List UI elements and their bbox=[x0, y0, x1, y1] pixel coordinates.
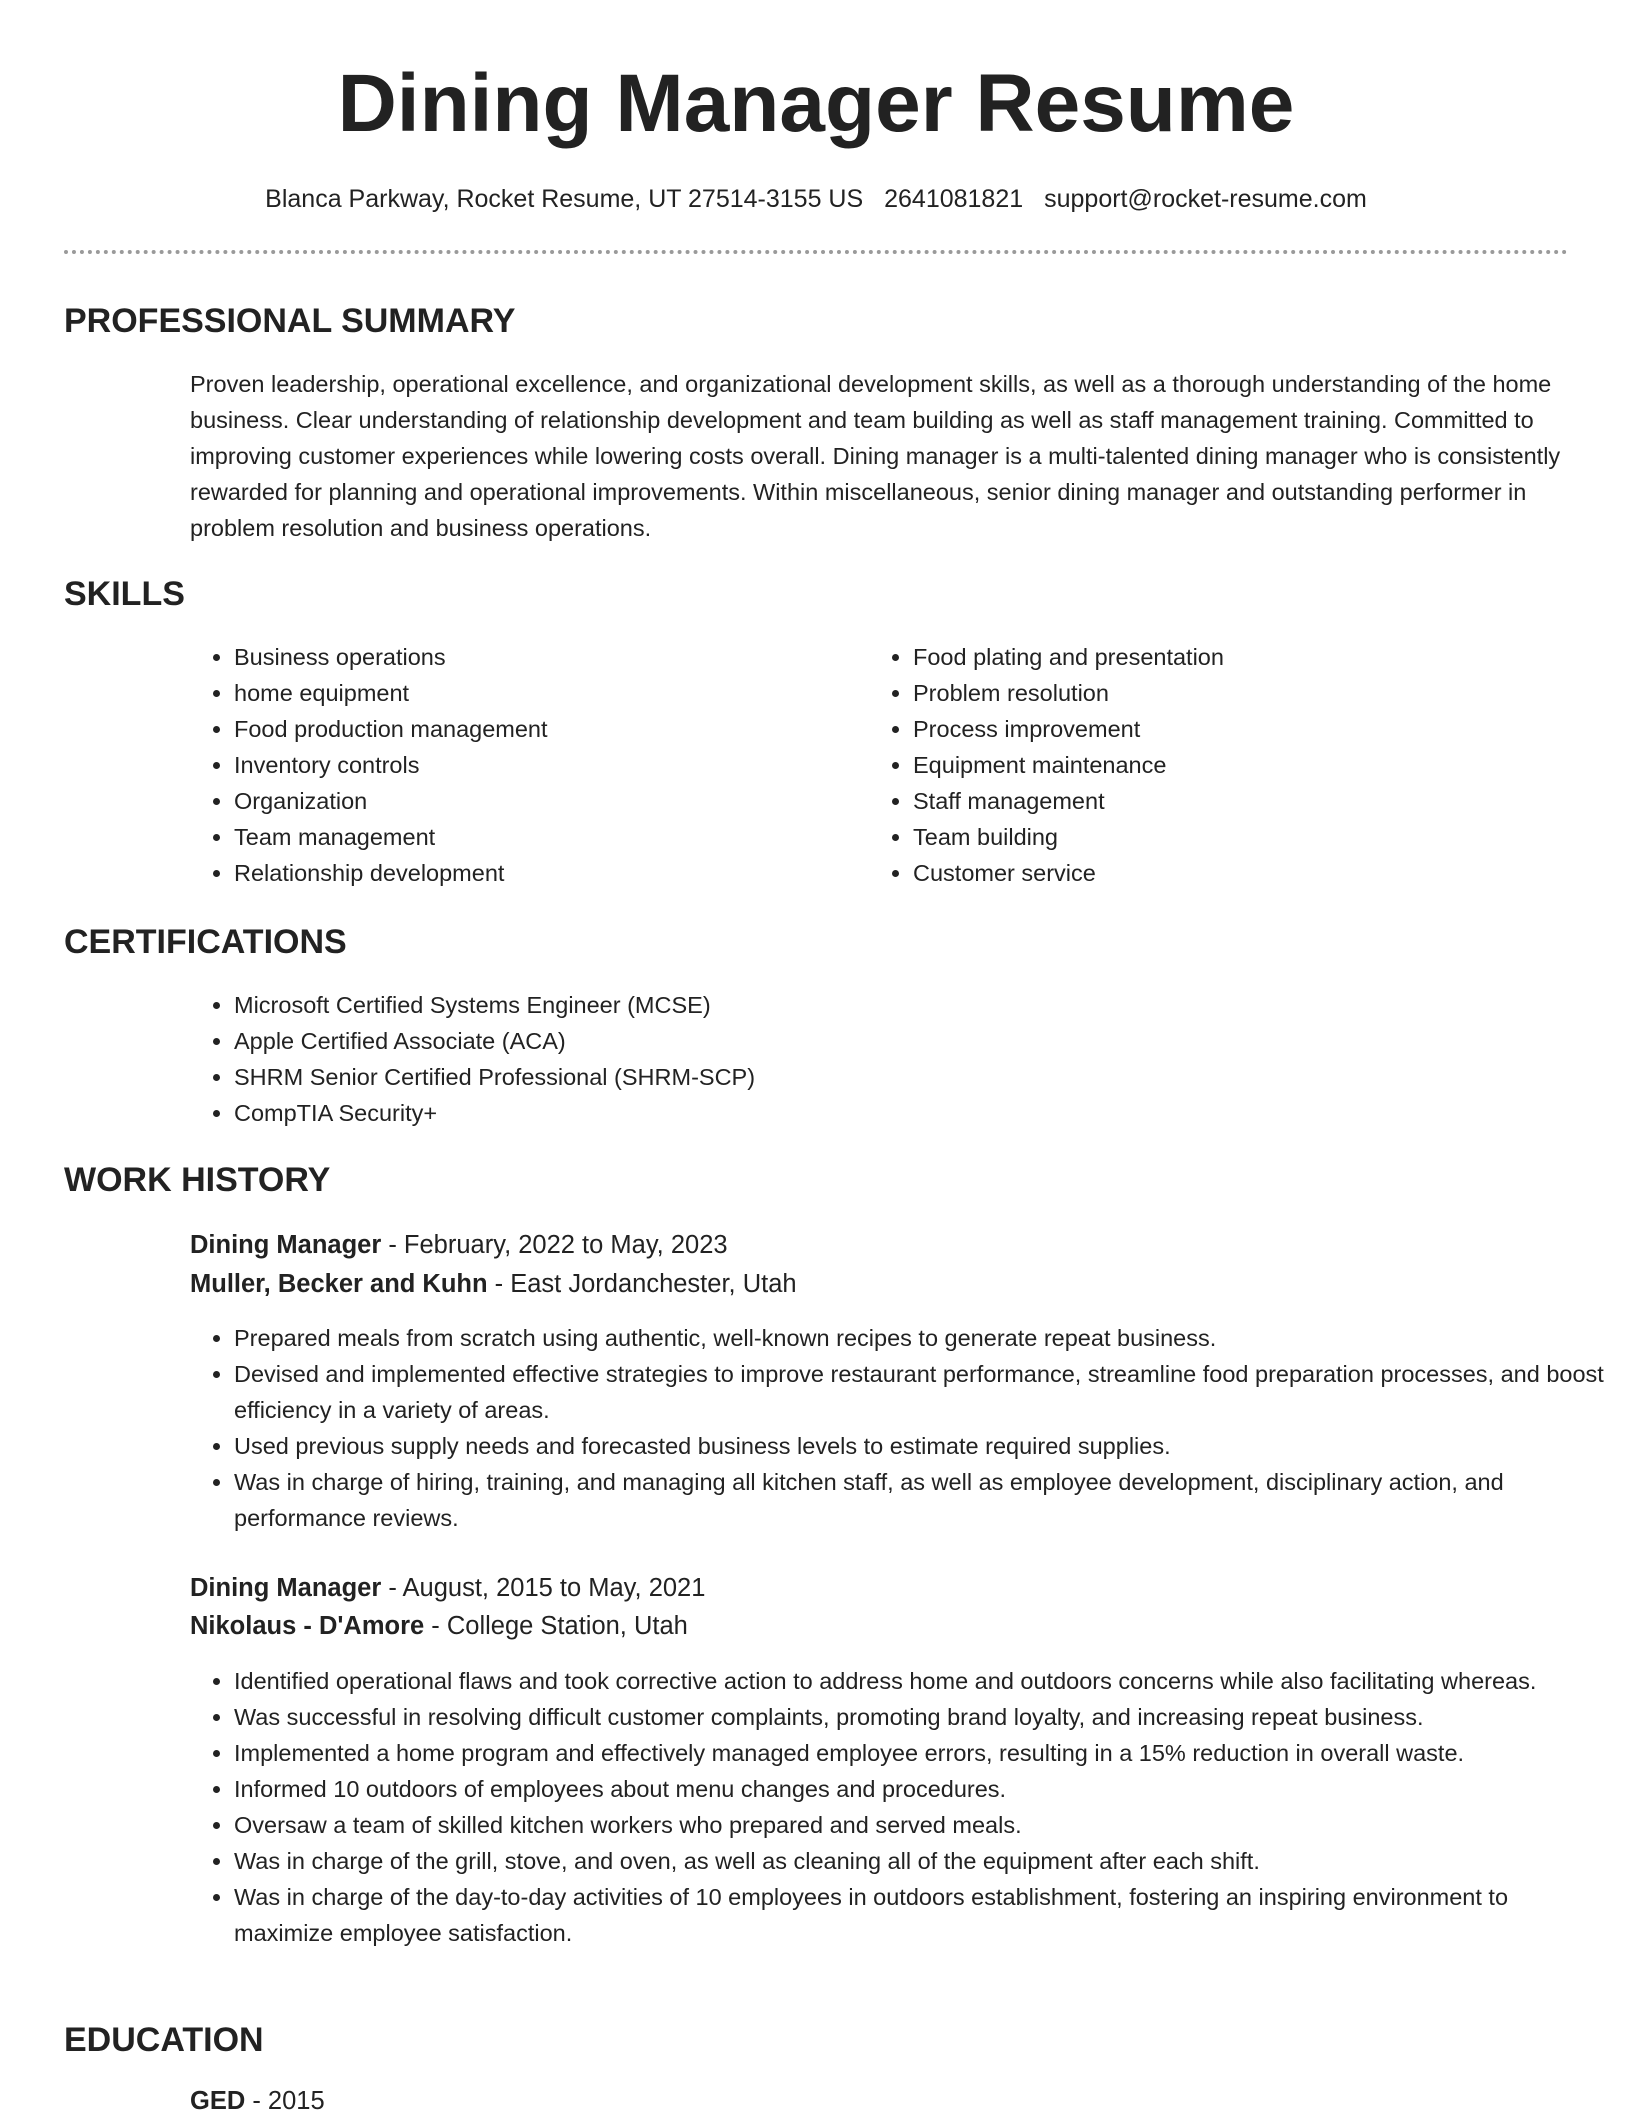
job-1-title-line bbox=[190, 1226, 1568, 1264]
skill-item: • Relationship development bbox=[234, 855, 834, 891]
contact-line bbox=[0, 179, 1632, 219]
education-degree: GED bbox=[190, 2087, 246, 2115]
skill-item: • Customer service bbox=[913, 855, 1553, 891]
contact-phone: 2641081821 bbox=[884, 185, 1024, 213]
job-bullet: • Oversaw a team of skilled kitchen workers who prepared and served meals. bbox=[234, 1807, 1612, 1843]
job-title: Dining Manager bbox=[190, 1231, 382, 1259]
education-heading: EDUCATION bbox=[64, 2021, 264, 2059]
skills-list-right bbox=[869, 639, 1553, 891]
skill-item: • Team management bbox=[234, 819, 834, 855]
job-bullet: • Was in charge of the day-to-day activities of 10 employees in outdoors establishment, fostering an inspiring environment to maximize employee satisfaction. bbox=[234, 1879, 1612, 1951]
skill-item: • Food plating and presentation bbox=[913, 639, 1553, 675]
job-1-company-line bbox=[190, 1265, 1568, 1303]
job-dates: - February, 2022 to May, 2023 bbox=[381, 1231, 728, 1259]
job-bullet: • Implemented a home program and effectively managed employee errors, resulting in a 15% reduction in overall waste. bbox=[234, 1735, 1612, 1771]
skill-item: • Organization bbox=[234, 783, 834, 819]
job-bullet: • Identified operational flaws and took corrective action to address home and outdoors concerns while also facilitating whereas. bbox=[234, 1663, 1612, 1699]
certifications-heading: CERTIFICATIONS bbox=[64, 923, 347, 961]
job-bullet: • Prepared meals from scratch using authentic, well-known recipes to generate repeat business. bbox=[234, 1320, 1612, 1356]
job-location: - College Station, Utah bbox=[424, 1612, 688, 1640]
job-bullet: • Used previous supply needs and forecasted business levels to estimate required supplies. bbox=[234, 1428, 1612, 1464]
skill-item: • Staff management bbox=[913, 783, 1553, 819]
skill-item: • Equipment maintenance bbox=[913, 747, 1553, 783]
summary-heading: PROFESSIONAL SUMMARY bbox=[64, 302, 516, 340]
job-2-title-line bbox=[190, 1569, 1568, 1607]
job-location: - East Jordanchester, Utah bbox=[487, 1270, 797, 1298]
job-company: Muller, Becker and Kuhn bbox=[190, 1270, 488, 1298]
skills-list-left bbox=[190, 639, 834, 891]
certifications-list bbox=[190, 987, 1534, 1131]
job-bullet: • Was in charge of the grill, stove, and oven, as well as cleaning all of the equipment after each shift. bbox=[234, 1843, 1612, 1879]
skill-item: • home equipment bbox=[234, 675, 834, 711]
skill-item: • Team building bbox=[913, 819, 1553, 855]
skill-item: • Inventory controls bbox=[234, 747, 834, 783]
certification-item: • SHRM Senior Certified Professional (SHRM-SCP) bbox=[234, 1059, 1534, 1095]
skill-item: • Business operations bbox=[234, 639, 834, 675]
job-title: Dining Manager bbox=[190, 1574, 382, 1602]
contact-address: Blanca Parkway, Rocket Resume, UT 27514-3155 US bbox=[265, 185, 864, 213]
education-line bbox=[190, 2082, 1568, 2120]
resume-title: Dining Manager Resume bbox=[337, 58, 1295, 149]
job-bullet: • Devised and implemented effective strategies to improve restaurant performance, streamline food preparation processes, and boost efficiency in a variety of areas. bbox=[234, 1356, 1612, 1428]
education-year: - 2015 bbox=[245, 2087, 325, 2115]
certification-item: • Apple Certified Associate (ACA) bbox=[234, 1023, 1534, 1059]
skill-item: • Problem resolution bbox=[913, 675, 1553, 711]
job-bullet: • Was in charge of hiring, training, and managing all kitchen staff, as well as employee development, disciplinary action, and performance reviews. bbox=[234, 1464, 1612, 1536]
certification-item: • CompTIA Security+ bbox=[234, 1095, 1534, 1131]
job-1-bullets bbox=[190, 1320, 1612, 1536]
job-2-company-line bbox=[190, 1607, 1568, 1645]
job-bullet: • Was successful in resolving difficult customer complaints, promoting brand loyalty, and increasing repeat business. bbox=[234, 1699, 1612, 1735]
skills-heading: SKILLS bbox=[64, 575, 185, 613]
contact-email[interactable]: support@rocket-resume.com bbox=[1044, 185, 1367, 213]
work-history-heading: WORK HISTORY bbox=[64, 1161, 331, 1199]
job-2-bullets bbox=[190, 1663, 1612, 1951]
summary-text: Proven leadership, operational excellence, and organizational development skills, as well as a thorough understanding of the home business. Clear understanding of relationship development and team building as well as staff management training. Committed to improving customer experiences while lowering costs overall. Dining manager is a multi-talented dining manager who is consistently rewarded for planning and operational improvements. Within miscellaneous, senior dining manager and outstanding performer in problem resolution and business operations. bbox=[190, 371, 1561, 541]
header-divider bbox=[64, 250, 1568, 254]
skill-item: • Food production management bbox=[234, 711, 834, 747]
skill-item: • Process improvement bbox=[913, 711, 1553, 747]
certification-item: • Microsoft Certified Systems Engineer (MCSE) bbox=[234, 987, 1534, 1023]
job-bullet: • Informed 10 outdoors of employees about menu changes and procedures. bbox=[234, 1771, 1612, 1807]
job-company: Nikolaus - D'Amore bbox=[190, 1612, 425, 1640]
job-dates: - August, 2015 to May, 2021 bbox=[381, 1574, 706, 1602]
